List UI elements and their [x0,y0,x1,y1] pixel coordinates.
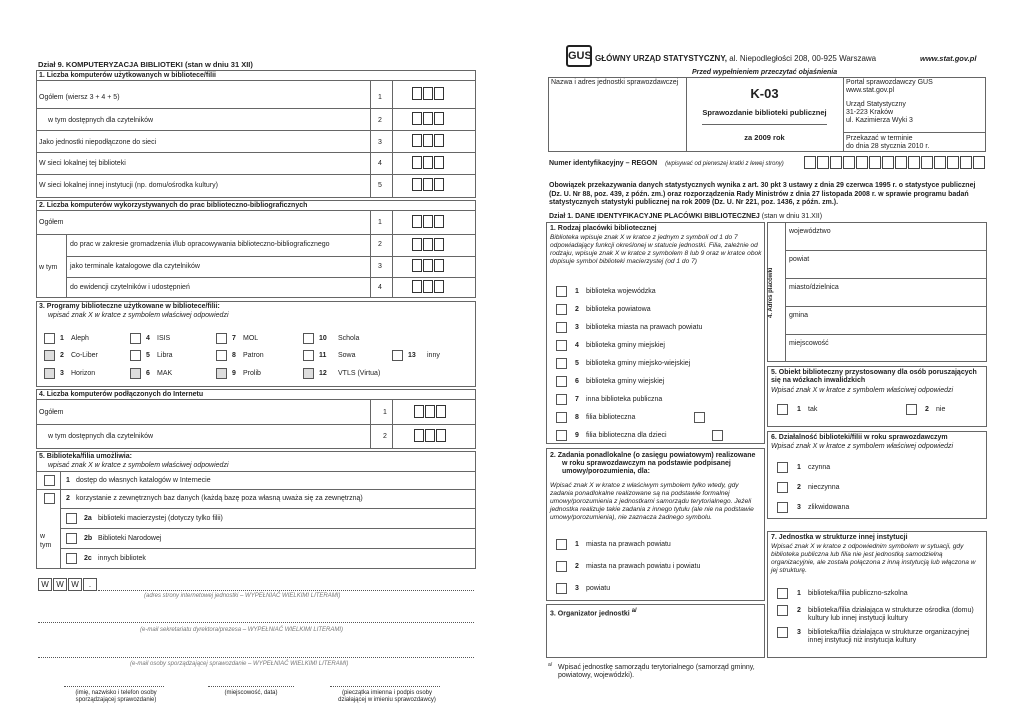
s2-row4-label: do ewidencji czytelników i udostępnień [70,284,190,291]
sig2: (miejscowość, data) [224,690,278,696]
r-s6-label: nieczynna [808,484,840,491]
r-s2-label: powiatu [586,585,611,592]
r-s6-num: 1 [797,464,801,471]
r-s2-checkbox[interactable] [556,561,567,572]
s3-program-label: Patron [243,352,264,359]
r-s1-label: biblioteka gminy miejsko-wiejskiej [586,360,691,367]
s3-program-label: Horizon [71,370,96,377]
r-s1-label: biblioteka miasta na prawach powiatu [586,324,703,331]
s1-row1-label: Ogółem (wiersz 3 + 4 + 5) [39,94,120,101]
regon-cell[interactable] [973,156,985,169]
s1-row1-num: 1 [378,94,382,101]
deadline1: Przekazać w terminie [846,135,913,142]
s5-sub: wpisać znak X w kratce z symbolem właściwej odpowiedzi [48,462,229,469]
r-s1-checkbox[interactable] [556,340,567,351]
s5-opt2-label: korzystanie z zewnętrznych baz danych (każdą bazę poza własną uważa się za zewnętrzną) [76,495,363,502]
s5-opt2c-checkbox[interactable] [66,553,77,564]
regon-hint: (wpisywać od pierwszej kratki z lewej strony) [665,161,784,167]
r-s7-num: 1 [797,590,801,597]
s3-program-label: Prolib [243,370,261,377]
r-s1-label: inna biblioteka publiczna [586,396,663,403]
sig3: (pieczątka imienna i podpis osoby działającej w imieniu sprawozdawcy) [338,690,436,703]
s5-opt2c-label: innych bibliotek [98,555,146,562]
r-s1-checkbox[interactable] [556,394,567,405]
r-s1-label: biblioteka wojewódzka [586,288,656,295]
s2-title: 2. Liczba komputerów wykorzystywanych do prac biblioteczno-bibliograficznych [39,202,308,209]
s3-program-label: MOL [243,335,259,342]
r-s3-sup: a/ [631,608,637,614]
regon-cell[interactable] [843,156,855,169]
r-s1-label: biblioteka gminy miejskiej [586,342,665,349]
www-cell[interactable]: . [83,578,97,591]
r-s5-no-label: nie [936,406,946,413]
s5-tym-label: tym [40,542,52,549]
r-s2-num: 1 [575,541,579,548]
r-s1-parent-checkbox[interactable] [694,412,705,423]
www-cell[interactable]: W [38,578,52,591]
regon-cell[interactable] [908,156,920,169]
s4-table [36,389,476,449]
s1-row2-input[interactable] [412,112,444,125]
s3-program-checkbox[interactable] [303,350,314,361]
r-s7-checkbox[interactable] [777,605,788,616]
s3-program-num: 8 [232,352,236,359]
addr-field-label: miejscowość [789,340,829,347]
r-s6-title: 6. Działalność biblioteki/filii w roku sprawozdawczym [771,434,948,441]
s3-program-checkbox[interactable] [130,350,141,361]
r-s7-label: biblioteka/filia działająca w strukturze organizacyjnej innej instytucji niż instytucja kultury [808,629,970,644]
r-s1-label: biblioteka gminy wiejskiej [586,378,665,385]
r-s3-title: 3. Organizator jednostki [550,610,630,618]
regon-label [549,160,784,167]
s5-opt2b-label: Biblioteki Narodowej [98,535,162,542]
r-s1-num: 7 [575,396,579,403]
r-s6-label: zlikwidowana [808,504,850,511]
s4-row2-label: w tym dostępnych dla czytelników [48,433,154,440]
regon-cell[interactable] [817,156,829,169]
r-s5-no-num: 2 [925,406,929,413]
s1-row5-label: W sieci lokalnej innej instytucji (np. domu/ośrodka kultury) [39,182,218,189]
r-s6-desc: Wpisać znak X w kratce z symbolem właściwej odpowiedzi [771,443,954,450]
r-s6-num: 3 [797,504,801,511]
r-s6-checkbox[interactable] [777,502,788,513]
s3-program-checkbox[interactable] [303,368,314,379]
s5-opt2a-checkbox[interactable] [66,513,77,524]
s1-row5-num: 5 [378,182,382,189]
deadline2: do dnia 28 stycznia 2010 r. [846,143,930,150]
r-s6-checkbox[interactable] [777,482,788,493]
r-s1-checkbox[interactable] [556,412,567,423]
regon-cell[interactable] [947,156,959,169]
s2-row4-input[interactable] [412,280,444,293]
s1-row3-label: Jako jednostki niepodłączone do sieci [39,139,157,146]
addr-divider [785,334,987,335]
s3-program-checkbox[interactable] [216,368,227,379]
s4-row1-label: Ogółem [39,409,64,416]
s3-program-label: Aleph [71,335,89,342]
r-s7-label: biblioteka/filia publiczno-szkolna [808,590,908,597]
s4-title: 4. Liczba komputerów podłączonych do Internetu [39,391,204,398]
footnote: Wpisać jednostkę samorządu terytorialnego (samorząd gminny, powiatowy, wojewódzki). [558,664,755,679]
s5-title: 5. Biblioteka/filia umożliwia: [39,453,132,460]
r-s2-checkbox[interactable] [556,583,567,594]
r-s1-checkbox[interactable] [556,286,567,297]
s3-program-num: 9 [232,370,236,377]
s1-row3-input[interactable] [412,134,444,147]
regon-cell[interactable] [869,156,881,169]
s3-program-num: 13 [408,352,416,359]
s3-program-label: inny [427,352,440,359]
s2-row4-num: 4 [378,284,382,291]
r-s2-desc: Wpisać znak X w kratce z właściwym symbolem tylko wtedy, gdy zadania ponadlokalne realizowane są na podstawie formalnej umowy/porozumienia z jednostkami samorządu terytorialnego. Jeżeli jednostka realizuje takie zadania z innego tytułu (ale nie na podstawie umowy/porozumienia), nie zaznacza żadnego symbolu. [550,482,754,521]
r-s1-checkbox[interactable] [556,430,567,441]
s3-program-label: ISIS [157,335,171,342]
form-code: K-03 [750,86,779,101]
s1-row4-input[interactable] [412,156,444,169]
s5-opt1-label: dostęp do własnych katalogów w Internecie [76,477,211,484]
gus-logo: GUS [566,45,592,67]
addr-divider [785,306,987,307]
s3-program-checkbox[interactable] [216,333,227,344]
s3-program-checkbox[interactable] [130,333,141,344]
s3-program-checkbox[interactable] [303,333,314,344]
d1-sub: (stan w dniu 31.XII) [759,213,823,220]
s2-row2-input[interactable] [412,238,444,251]
s3-program-num: 4 [146,335,150,342]
addr-divider [785,250,987,251]
regon-text: Numer identyfikacyjny – REGON [549,160,658,167]
r-s1-label: filia biblioteczna dla dzieci [586,432,667,439]
s1-row3-num: 3 [378,139,382,146]
regon-cell[interactable] [934,156,946,169]
r-s7-title: 7. Jednostka w strukturze innej instytucji [771,534,908,541]
s2-row2-label: do prac w zakresie gromadzenia i/lub opracowywania biblioteczno-bibliograficznego [70,241,330,248]
s5-opt2-num: 2 [66,495,70,502]
s5-opt2b-checkbox[interactable] [66,533,77,544]
s3-program-num: 3 [60,370,64,377]
addr-side-label: 4. Adres placówki [768,267,774,318]
r-s7-checkbox[interactable] [777,627,788,638]
r-s2-num: 2 [575,563,579,570]
r-s1-checkbox[interactable] [556,304,567,315]
s1-row5-input[interactable] [412,178,444,191]
regon-cell[interactable] [830,156,842,169]
form-title: Sprawozdanie biblioteki publicznej [702,108,827,117]
s3-program-label: Sowa [338,352,356,359]
s1-row4-num: 4 [378,160,382,167]
r-s5-desc: Wpisać znak X w kratce z symbolem właściwej odpowiedzi [771,387,954,394]
s3-program-num: 12 [319,370,327,377]
r-s1-num: 6 [575,378,579,385]
r-s1-checkbox[interactable] [556,358,567,369]
s5-opt2-checkbox[interactable] [44,493,55,504]
r-s5-no-checkbox[interactable] [906,404,917,415]
r-s7-checkbox[interactable] [777,588,788,599]
s2-total-num: 1 [378,219,382,226]
s2-row3-num: 3 [378,263,382,270]
s5-w-label: w [40,533,46,540]
addr-field-label: województwo [789,228,831,235]
r-s5-title: 5. Obiekt biblioteczny przystosowany dla osób poruszających się na wózkach inwalidzkich [771,369,977,384]
s5-opt2a-label: biblioteki macierzystej (dotyczy tylko filii) [98,515,223,522]
name-label: Nazwa i adres jednostki sprawozdawczej [551,79,679,86]
form-year: za 2009 rok [744,133,785,142]
www-hint: (adres strony internetowej jednostki – WYPEŁNIAĆ WIELKIMI LITERAMI) [144,593,341,599]
obligation-text: Obowiązek przekazywania danych statystycznych wynika z art. 30 pkt 3 ustawy z dnia 29 czerwca 1995 r. o statystyce publicznej (Dz. U. Nr 88, poz. 439, z późn. zm.) oraz rozporządzenia Rady Ministrów z dnia 27 listopada 2008 r. w sprawie programu badań statystycznych statystyki publicznej na rok 2009 (Dz. U. Nr 221, poz. 1436, z późn. zm.). [549,182,976,206]
s5-opt2c-num: 2c [84,555,92,562]
r-s2-label: miasta na prawach powiatu i powiatu [586,563,701,570]
r-s1-num: 1 [575,288,579,295]
r-s1-num: 8 [575,414,579,421]
s2-row2-num: 2 [378,241,382,248]
s3-title: 3. Programy biblioteczne użytkowane w bibliotece/filii: [39,303,220,310]
header-address: al. Niepodległości 208, 00-925 Warszawa [727,54,877,63]
read-before: Przed wypełnieniem przeczytać objaśnienia [692,69,838,76]
r-s5-yes-checkbox[interactable] [777,404,788,415]
s3-program-num: 11 [319,352,327,359]
r-s5-yes-num: 1 [797,406,801,413]
office-addr1: 31-223 Kraków [846,109,894,116]
addr-field-label: gmina [789,312,809,319]
r-s2-checkbox[interactable] [556,539,567,550]
r-s1-parent-checkbox[interactable] [712,430,723,441]
s3-program-num: 7 [232,335,236,342]
office: Urząd Statystyczny [846,101,906,108]
addr-field-label: miasto/dzielnica [789,284,839,291]
s1-title: 1. Liczba komputerów użytkowanych w bibliotece/filii [39,72,216,79]
s5-opt1-checkbox[interactable] [44,475,55,486]
s1-row1-input[interactable] [412,87,444,100]
r-s7-label: biblioteka/filia działająca w strukturze ośrodka (domu) kultury lub innej instytucji kultury [808,607,974,622]
addr-divider [785,278,987,279]
s3-program-num: 6 [146,370,150,377]
s5-opt2b-num: 2b [84,535,93,542]
s2-total-label: Ogółem [39,219,64,226]
s2-wtym: w tym [39,264,58,271]
r-s5-yes-label: tak [808,406,818,413]
s3-program-checkbox[interactable] [216,350,227,361]
s3-program-num: 5 [146,352,150,359]
header-org: GŁÓWNY URZĄD STATYSTYCZNY, [595,54,727,63]
r-s1-checkbox[interactable] [556,322,567,333]
s3-program-num: 10 [319,335,327,342]
email2-hint: (e-mail osoby sporządzającej sprawozdanie – WYPEŁNIAĆ WIELKIMI LITERAMI) [130,661,349,667]
r-s1-label: biblioteka powiatowa [586,306,651,313]
s2-row1-input[interactable] [412,215,444,228]
r-s1-num: 5 [575,360,579,367]
r-s1-num: 9 [575,432,579,439]
www-line [98,590,474,591]
s3-program-label: MAK [157,370,173,377]
addr-field-label: powiat [789,256,810,263]
r-s7-desc: Wpisać znak X w kratce z odpowiednim symbolem w sytuacji, gdy biblioteka publiczna lub filia nie jest jednostką samodzielną organizacyjnie, ale została połączona z inną instytucją lub włączona w jej strukturę. [771,543,976,574]
r-s1-title: 1. Rodzaj placówki bibliotecznej [550,225,657,232]
s3-program-checkbox[interactable] [44,368,55,379]
r-s1-num: 2 [575,306,579,313]
s5-opt2a-num: 2a [84,515,92,522]
regon-cell[interactable] [856,156,868,169]
portal: Portal sprawozdawczy GUS [846,79,933,86]
regon-cell[interactable] [960,156,972,169]
regon-cell[interactable] [804,156,816,169]
regon-cell[interactable] [895,156,907,169]
r-s7-num: 2 [797,607,801,614]
sig1: (imię, nazwisko i telefon osoby sporządzającej sprawozdanie) [75,690,157,703]
portal-url[interactable]: www.stat.gov.pl [846,87,895,94]
s2-row3-input[interactable] [412,259,444,272]
r-s2-label: miasta na prawach powiatu [586,541,671,548]
r-s1-checkbox[interactable] [556,376,567,387]
s1-row2-num: 2 [378,117,382,124]
s4-row2-num: 2 [383,433,387,440]
r-s1-num: 4 [575,342,579,349]
s3-program-num: 1 [60,335,64,342]
header [595,54,876,63]
section-9-title: Dział 9. KOMPUTERYZACJA BIBLIOTEKI (stan w dniu 31 XII) [38,60,253,69]
r-s2-title: 2. Zadania ponadlokalne (o zasięgu powiatowym) realizowane w roku sprawozdawczym na podstawie podpisanej umowy/porozumienia, dla: [550,452,756,475]
s3-program-num: 2 [60,352,64,359]
regon-cell[interactable] [882,156,894,169]
s4-row1-input[interactable] [414,405,446,418]
r-s6-label: czynna [808,464,831,471]
s3-program-checkbox[interactable] [44,333,55,344]
s3-program-label: Schola [338,335,360,342]
s4-row2-input[interactable] [414,429,446,442]
s1-table [36,70,476,198]
r-s6-checkbox[interactable] [777,462,788,473]
s3-program-checkbox[interactable] [392,350,403,361]
r-s1-num: 3 [575,324,579,331]
s1-row4-label: W sieci lokalnej tej biblioteki [39,160,126,167]
r-s2-num: 3 [575,585,579,592]
s2-row3-label: jako terminale katalogowe dla czytelników [70,263,200,270]
office-addr2: ul. Kazimierza Wyki 3 [846,117,913,124]
r-s1-desc: Biblioteka wpisuje znak X w kratce z jednym z symboli od 1 do 7 odpowiadający funkcji określonej w statucie jednostki. Filia, zależnie od rodzaju, wpisuje znak X w kratce z symbolem 8 lub 9 oraz w kratce obok dopisuje symbol biblioteki macierzystej (od 1 do 7) [550,234,762,265]
s5-opt1-num: 1 [66,477,70,484]
s3-program-checkbox[interactable] [130,368,141,379]
s3-program-label: Libra [157,352,173,359]
r-s6-num: 2 [797,484,801,491]
www-cell[interactable]: W [53,578,67,591]
regon-cell[interactable] [921,156,933,169]
d1-title: Dział 1. DANE IDENTYFIKACYJNE PLACÓWKI BIBLIOTECZNEJ [549,213,760,220]
www-cell[interactable]: W [68,578,82,591]
email1-hint: (e-mail sekretariatu dyrektora/prezesa – WYPEŁNIAĆ WIELKIMI LITERAMI) [140,627,344,633]
s3-sub: wpisać znak X w kratce z symbolem właściwej odpowiedzi [48,312,229,319]
s3-program-label: VTLS (Virtua) [338,370,381,377]
foot-sup: a/ [548,662,553,668]
s1-row2-label: w tym dostępnych dla czytelników [48,117,154,124]
header-www: www.stat.gov.pl [920,54,977,63]
s3-program-label: Co-Liber [71,352,98,359]
s3-program-checkbox[interactable] [44,350,55,361]
r-s7-num: 3 [797,629,801,636]
r-s1-label: filia biblioteczna [586,414,636,421]
s4-row1-num: 1 [383,409,387,416]
